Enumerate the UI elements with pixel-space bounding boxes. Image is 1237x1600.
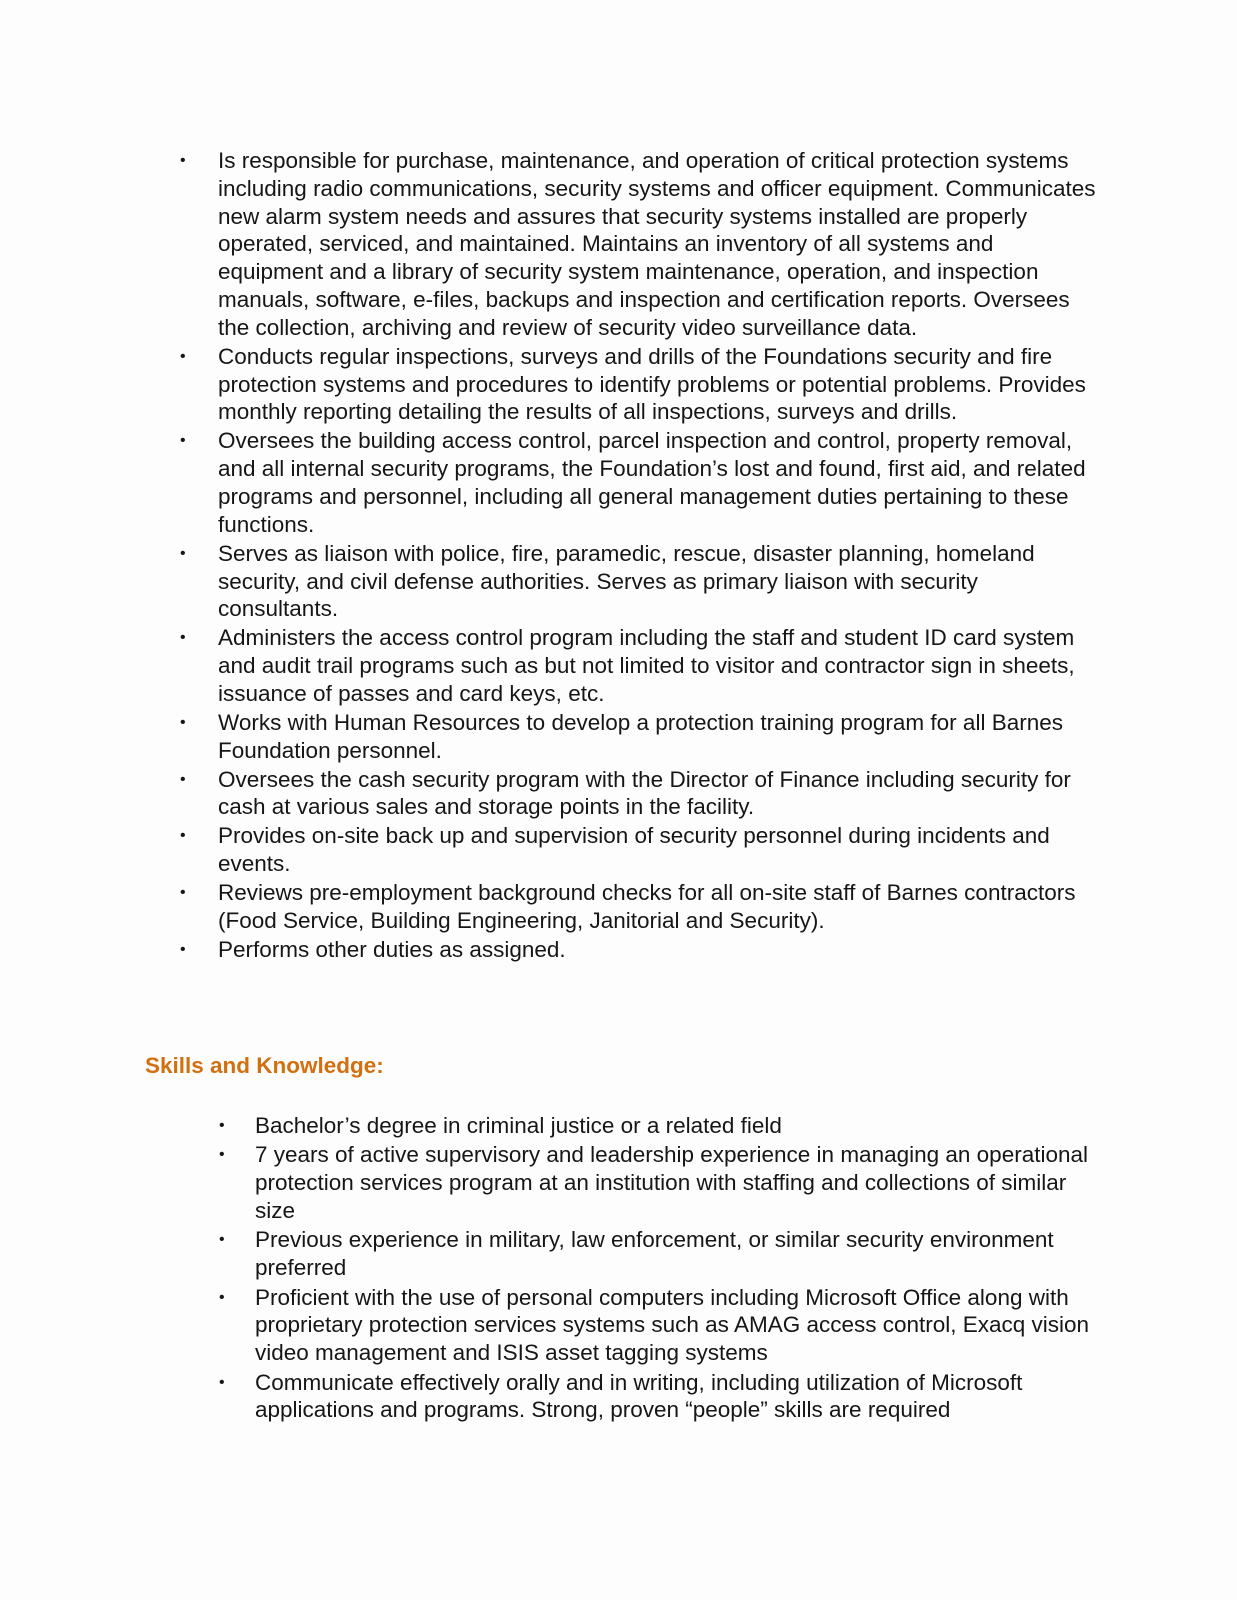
list-item bbox=[180, 766, 1098, 823]
bullet-icon: • bbox=[180, 827, 186, 845]
duty-text: Is responsible for purchase, maintenance, and operation of critical protection systems including radio communications, security systems and officer equipment. Communicates new alarm system needs and assures that security systems installed are properly operated, serviced, and maintained. Maintains an inventory of all systems and equipment and a library of security system maintenance, operation, and inspection manuals, software, e-files, backups and inspection and certification reports. Oversees the collection, archiving and review of security video surveillance data. bbox=[218, 148, 1096, 340]
list-item bbox=[219, 1369, 1105, 1426]
list-item bbox=[180, 936, 1098, 965]
skill-text: Proficient with the use of personal computers including Microsoft Office along with proprietary protection services systems such as AMAG access control, Exacq vision video management and ISIS asset tagging systems bbox=[255, 1284, 1090, 1366]
duty-text: Serves as liaison with police, fire, paramedic, rescue, disaster planning, homeland security, and civil defense authorities. Serves as primary liaison with security consultants. bbox=[218, 540, 1035, 622]
duties-list bbox=[180, 147, 1098, 965]
list-item bbox=[180, 427, 1098, 539]
bullet-icon: • bbox=[180, 544, 186, 562]
duty-text: Administers the access control program including the staff and student ID card system and audit trail programs such as but not limited to visitor and contractor sign in sheets, issuance of passes and card keys, etc. bbox=[218, 625, 1075, 706]
list-item bbox=[180, 879, 1098, 936]
bullet-icon: • bbox=[180, 347, 186, 365]
bullet-icon: • bbox=[180, 941, 186, 958]
list-item bbox=[219, 1112, 1105, 1141]
skill-text: Bachelor’s degree in criminal justice or a related field bbox=[255, 1113, 782, 1138]
skills-list bbox=[219, 1112, 1105, 1426]
bullet-icon: • bbox=[180, 884, 186, 902]
bullet-icon: • bbox=[219, 1288, 225, 1306]
duty-text: Oversees the cash security program with the Director of Finance including security for cash at various sales and storage points in the facility. bbox=[218, 766, 1071, 820]
list-item bbox=[219, 1226, 1105, 1283]
bullet-icon: • bbox=[219, 1373, 225, 1391]
duty-text: Conducts regular inspections, surveys and drills of the Foundations security and fire protection systems and procedures to identify problems or potential problems. Provides monthly reporting detailing the results of all inspections, surveys and drills. bbox=[218, 343, 1086, 425]
duty-text: Performs other duties as assigned. bbox=[218, 937, 566, 962]
list-item bbox=[180, 343, 1098, 428]
list-item bbox=[219, 1141, 1105, 1226]
skill-text: Communicate effectively orally and in writing, including utilization of Microsoft applications and programs. Strong, proven “people” skills are required bbox=[255, 1369, 1023, 1423]
skill-text: Previous experience in military, law enforcement, or similar security environment preferred bbox=[255, 1227, 1054, 1281]
bullet-icon: • bbox=[180, 152, 186, 169]
bullet-icon: • bbox=[219, 1117, 225, 1134]
list-item bbox=[180, 147, 1098, 343]
bullet-icon: • bbox=[219, 1146, 225, 1164]
duty-text: Works with Human Resources to develop a protection training program for all Barnes Foundation personnel. bbox=[218, 709, 1063, 763]
duty-text: Reviews pre-employment background checks for all on-site staff of Barnes contractors (Food Service, Building Engineering, Janitorial and Security). bbox=[218, 880, 1076, 934]
bullet-icon: • bbox=[180, 432, 186, 450]
bullet-icon: • bbox=[180, 770, 186, 788]
duty-text: Oversees the building access control, parcel inspection and control, property removal, and all internal security programs, the Foundation’s lost and found, first aid, and related programs and personnel, including all general management duties pertaining to these functions. bbox=[218, 428, 1086, 537]
skills-heading: Skills and Knowledge: bbox=[145, 1053, 384, 1078]
skill-text: 7 years of active supervisory and leadership experience in managing an operational protection services program at an institution with staffing and collections of similar size bbox=[255, 1142, 1089, 1223]
bullet-icon: • bbox=[180, 629, 186, 647]
duty-text: Provides on-site back up and supervision of security personnel during incidents and events. bbox=[218, 823, 1050, 877]
bullet-icon: • bbox=[180, 713, 186, 731]
list-item bbox=[180, 624, 1098, 709]
list-item bbox=[180, 822, 1098, 879]
bullet-icon: • bbox=[219, 1231, 225, 1249]
list-item bbox=[219, 1284, 1105, 1369]
list-item bbox=[180, 540, 1098, 625]
list-item bbox=[180, 709, 1098, 766]
